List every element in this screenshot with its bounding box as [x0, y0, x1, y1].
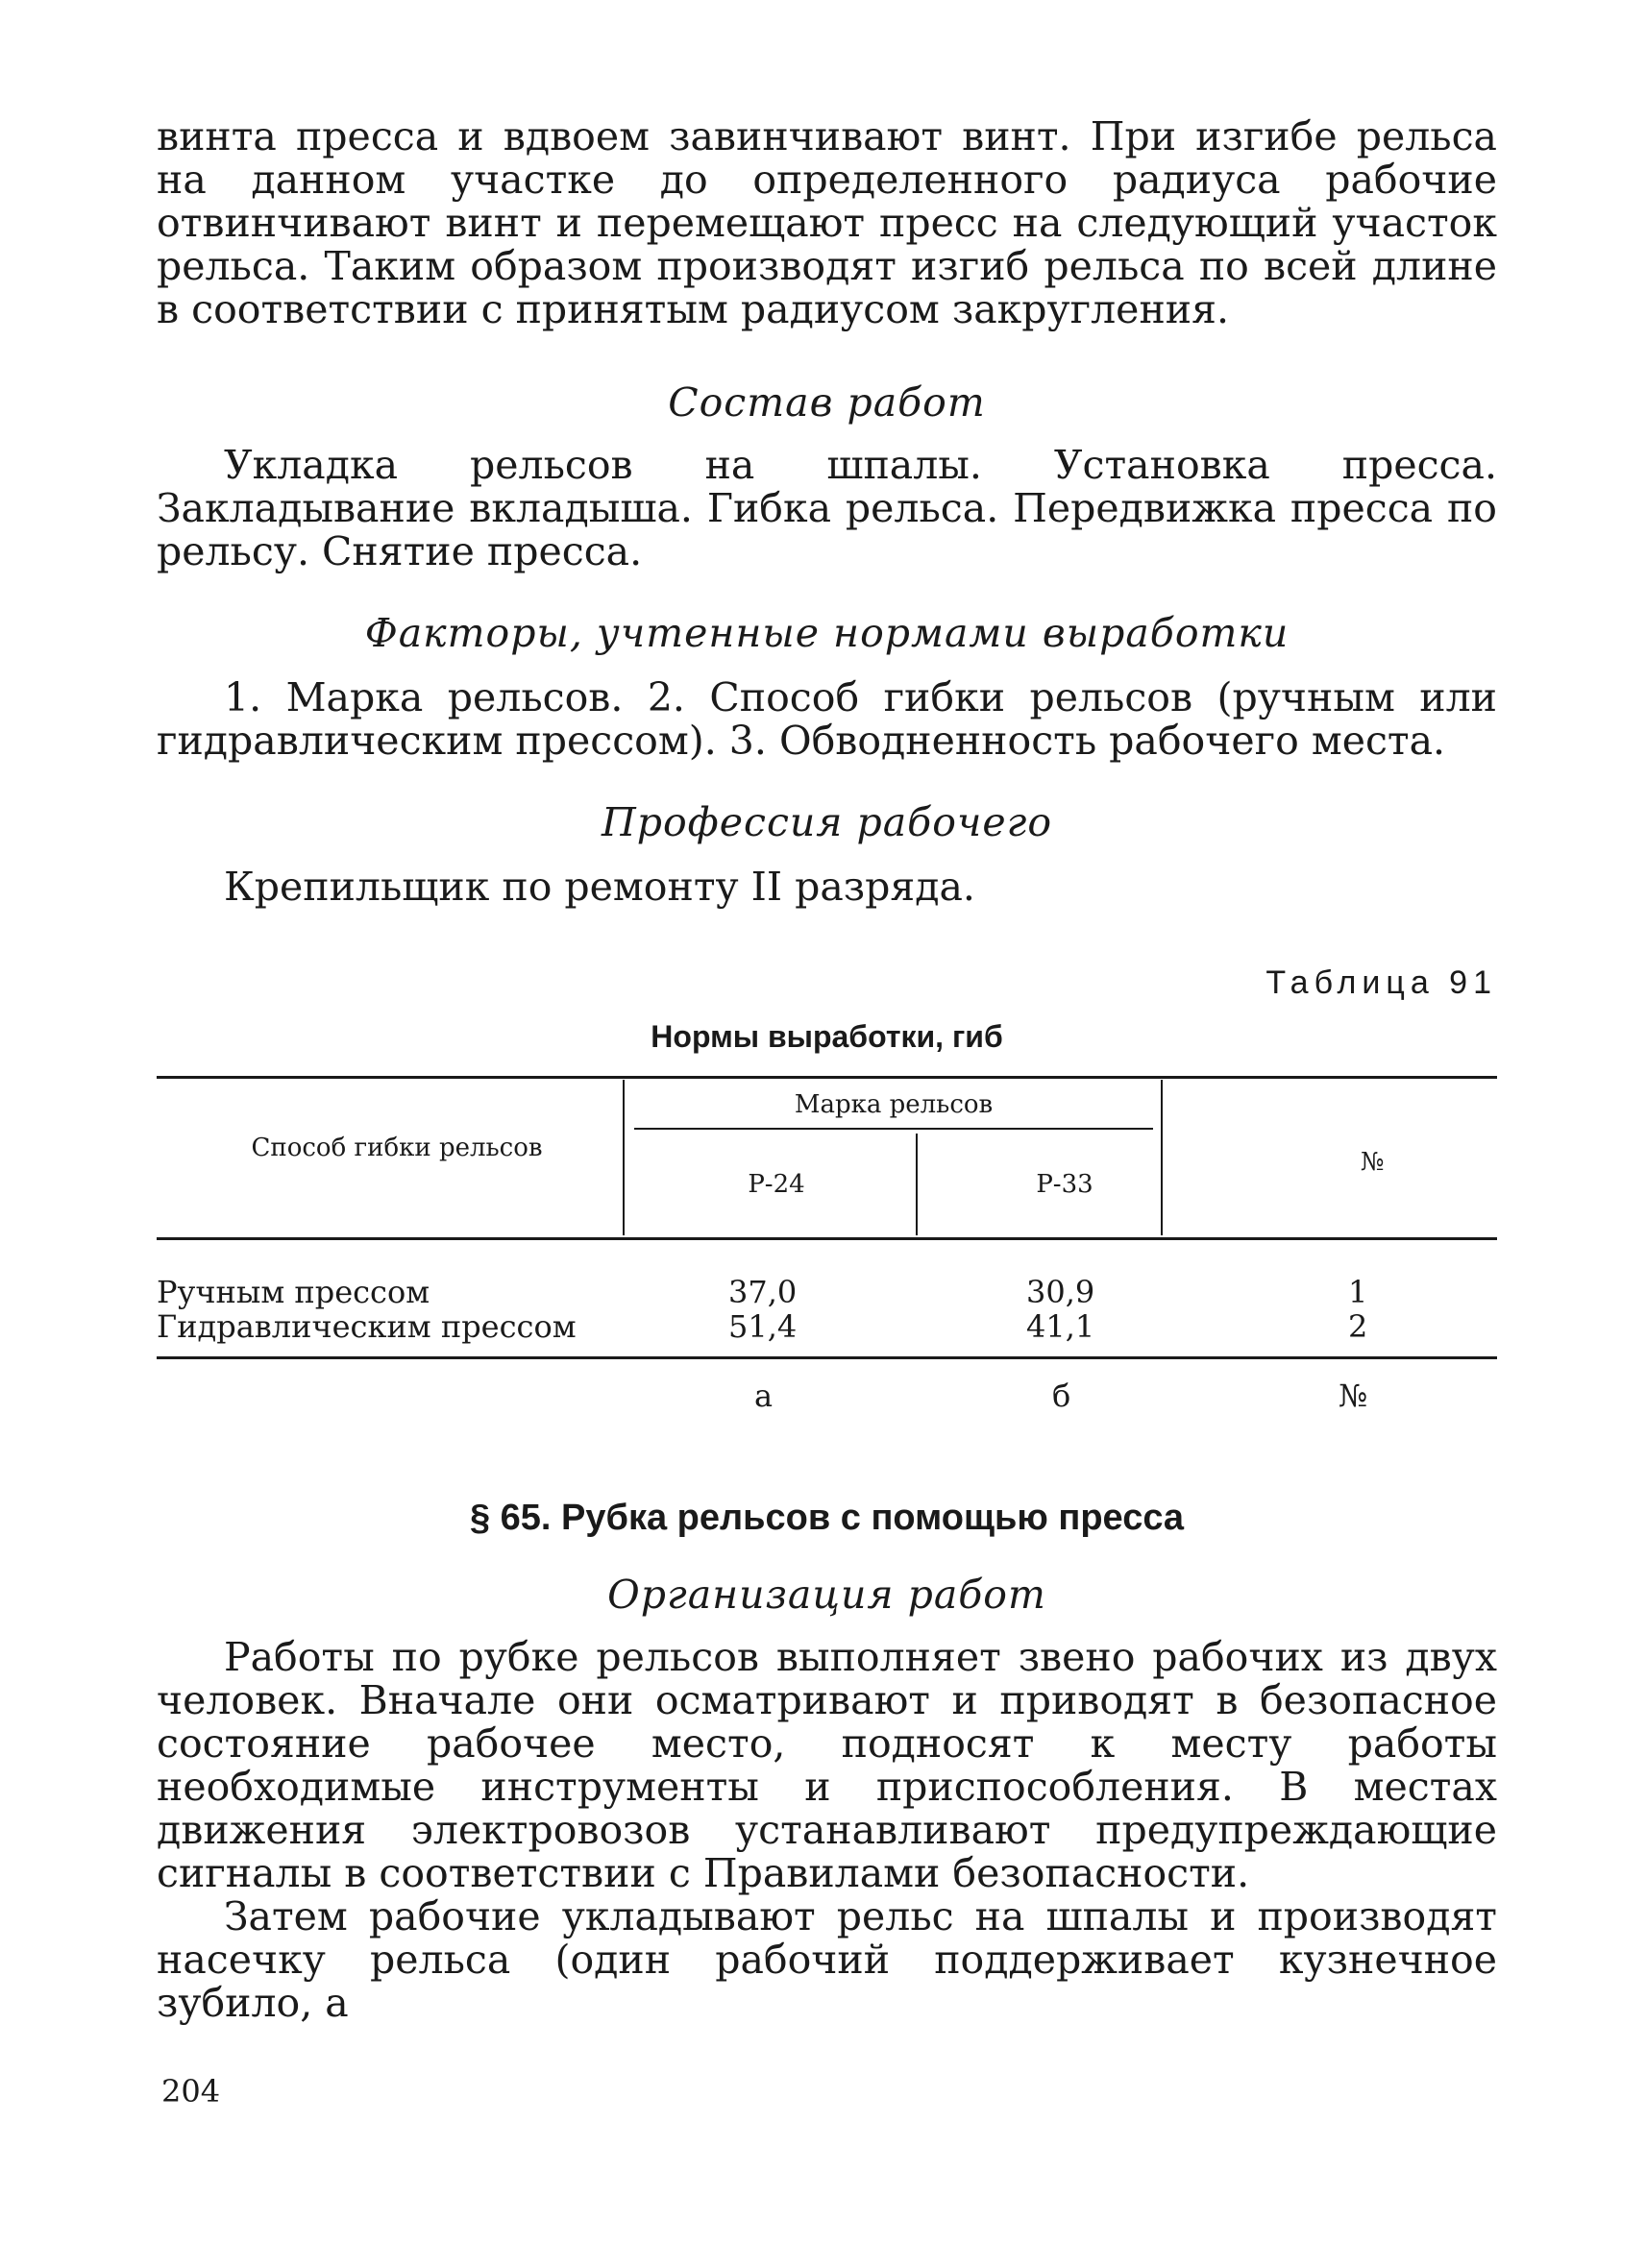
table-vline-1	[623, 1080, 625, 1235]
table-bottom-rule	[157, 1356, 1497, 1359]
table-group-rule	[634, 1128, 1153, 1130]
table-vline-2	[916, 1134, 918, 1235]
paragraph-composition: Укладка рельсов на шпалы. Установка пресса. Закладывание вкладыша. Гибка рельса. Передвижка пресса по рельсу. Снятие пресса.	[157, 442, 1497, 574]
heading-profession: Профессия рабочего	[601, 799, 1053, 845]
heading-organization: Организация работ	[607, 1572, 1046, 1618]
table-number: Таблица 91	[1265, 964, 1497, 1001]
paragraph-procedure: Затем рабочие укладывают рельс на шпалы и производят насечку рельса (один рабочий поддерживает кузнечное зубило, а	[157, 1893, 1497, 2026]
header-p24: Р-24	[748, 1170, 805, 1199]
footer-number: №	[1339, 1378, 1368, 1414]
row-1-number: 1	[1348, 1274, 1368, 1310]
header-p33: Р-33	[1036, 1170, 1093, 1199]
row-1-p24: 37,0	[728, 1274, 798, 1310]
footer-b: б	[1052, 1378, 1071, 1414]
table-vline-3	[1161, 1080, 1163, 1235]
header-rail-brand: Марка рельсов	[794, 1090, 994, 1119]
table-top-rule	[157, 1076, 1497, 1079]
norms-table	[157, 1076, 1497, 1431]
row-2-p24: 51,4	[728, 1308, 798, 1345]
page-number: 204	[161, 2073, 221, 2109]
header-method: Способ гибки рельсов	[251, 1134, 543, 1162]
heading-factors: Факторы, учтенные нормами выработки	[364, 610, 1290, 656]
table-title: Нормы выработки, гиб	[651, 1019, 1003, 1054]
footer-a: а	[754, 1378, 774, 1414]
section-heading: § 65. Рубка рельсов с помощью пресса	[469, 1498, 1185, 1538]
row-2-method: Гидравлическим прессом	[157, 1308, 577, 1345]
row-1-method: Ручным прессом	[157, 1274, 430, 1310]
paragraph-factors: 1. Марка рельсов. 2. Способ гибки рельсов (ручным или гидравлическим прессом). 3. Обводненность рабочего места.	[157, 674, 1497, 764]
row-1-p33: 30,9	[1026, 1274, 1095, 1310]
heading-composition: Состав работ	[668, 379, 986, 426]
paragraph-profession: Крепильщик по ремонту II разряда.	[224, 864, 975, 910]
paragraph-organization: Работы по рубке рельсов выполняет звено рабочих из двух человек. Вначале они осматривают и приводят в безопасное состояние рабочее место, подносят к месту работы необходимые инструменты и приспособления. В местах движения электровозов устанавливают предупреждающие сигналы в соответствии с Правилами безопасности.	[157, 1634, 1497, 1896]
row-2-number: 2	[1348, 1308, 1368, 1345]
table-header-rule	[157, 1237, 1497, 1240]
paragraph-intro: винта пресса и вдвоем завинчивают винт. При изгибе рельса на данном участке до определенного радиуса рабочие отвинчивают винт и перемещают пресс на следующий участок рельса. Таким образом производят изгиб рельса по всей длине в соответствии с принятым радиусом закругления.	[157, 113, 1497, 332]
page-content	[157, 115, 1497, 2025]
row-2-p33: 41,1	[1026, 1308, 1095, 1345]
header-number: №	[1360, 1148, 1385, 1177]
